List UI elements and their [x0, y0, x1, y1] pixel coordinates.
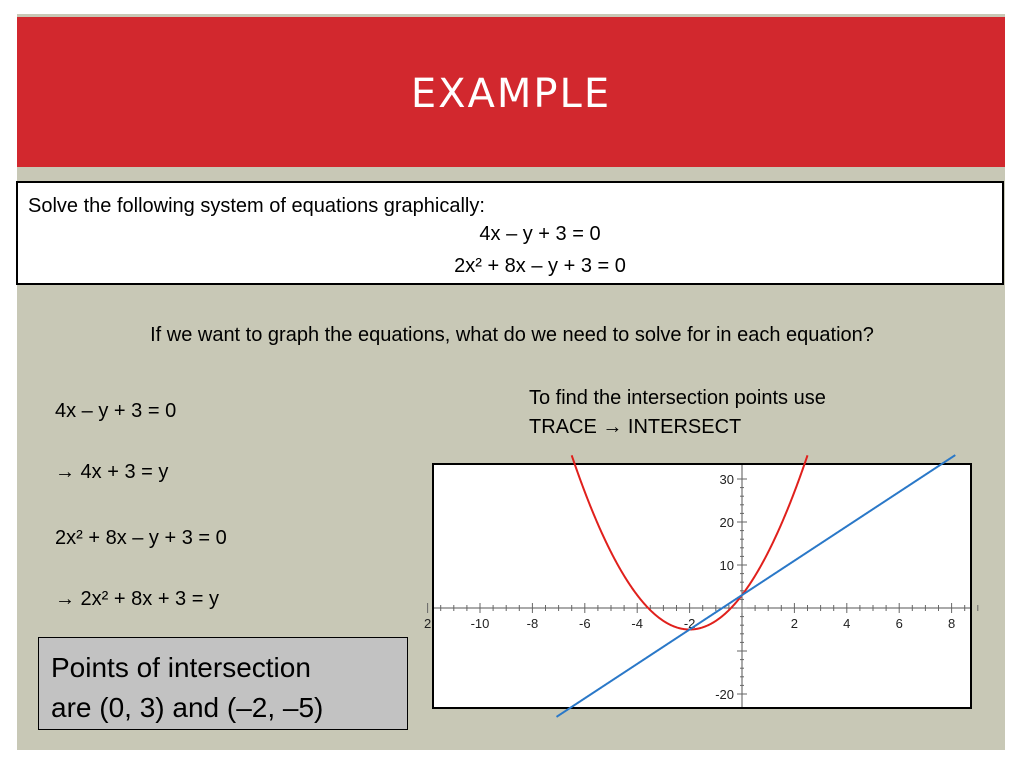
step-solved-1: → 4x + 3 = y: [55, 461, 169, 483]
x-tick-label: -2: [683, 616, 696, 631]
x-tick-label: -8: [526, 616, 539, 631]
answer-line-1: Points of intersection: [51, 652, 311, 683]
tip-line-1: To find the intersection points use: [529, 387, 826, 409]
tip-line-2: TRACE → INTERSECT: [529, 416, 742, 438]
problem-equation-1: 4x – y + 3 = 0: [479, 223, 601, 245]
problem-box: [16, 181, 1004, 285]
graph-panel: [423, 463, 972, 709]
x-tick-label: 4: [843, 616, 851, 631]
x-tick-label: 2: [790, 616, 799, 631]
x-tick-label: -4: [631, 616, 643, 631]
x-tick-label: 2: [423, 616, 432, 631]
function-graph: [423, 465, 970, 707]
slide-title: EXAMPLE: [410, 71, 612, 117]
y-tick-label: 10: [719, 558, 734, 573]
intersection-tip: [529, 384, 826, 442]
answer-box: [38, 637, 408, 730]
y-tick-label: 30: [719, 472, 734, 487]
x-tick-label: -10: [470, 616, 490, 631]
problem-equation-2: 2x² + 8x – y + 3 = 0: [454, 255, 626, 277]
graph-curves: [557, 455, 956, 717]
title-bar: [17, 17, 1005, 167]
x-tick-label: 6: [895, 616, 903, 631]
step-solved-2: → 2x² + 8x + 3 = y: [55, 588, 219, 610]
step-equation-1: 4x – y + 3 = 0: [55, 400, 177, 422]
problem-intro: Solve the following system of equations graphically:: [28, 195, 485, 217]
answer-line-2: are (0, 3) and (–2, –5): [51, 692, 324, 723]
y-tick-label: -20: [715, 687, 734, 702]
x-tick-label: 8: [947, 616, 956, 631]
line-curve: [557, 455, 956, 717]
question-text: If we want to graph the equations, what do we need to solve for in each equation?: [150, 324, 874, 346]
y-tick-label: 20: [719, 515, 734, 530]
x-tick-label: -6: [579, 616, 591, 631]
graph-ticks: [428, 479, 978, 694]
step-equation-2: 2x² + 8x – y + 3 = 0: [55, 527, 227, 549]
graph-axes: [434, 465, 970, 707]
